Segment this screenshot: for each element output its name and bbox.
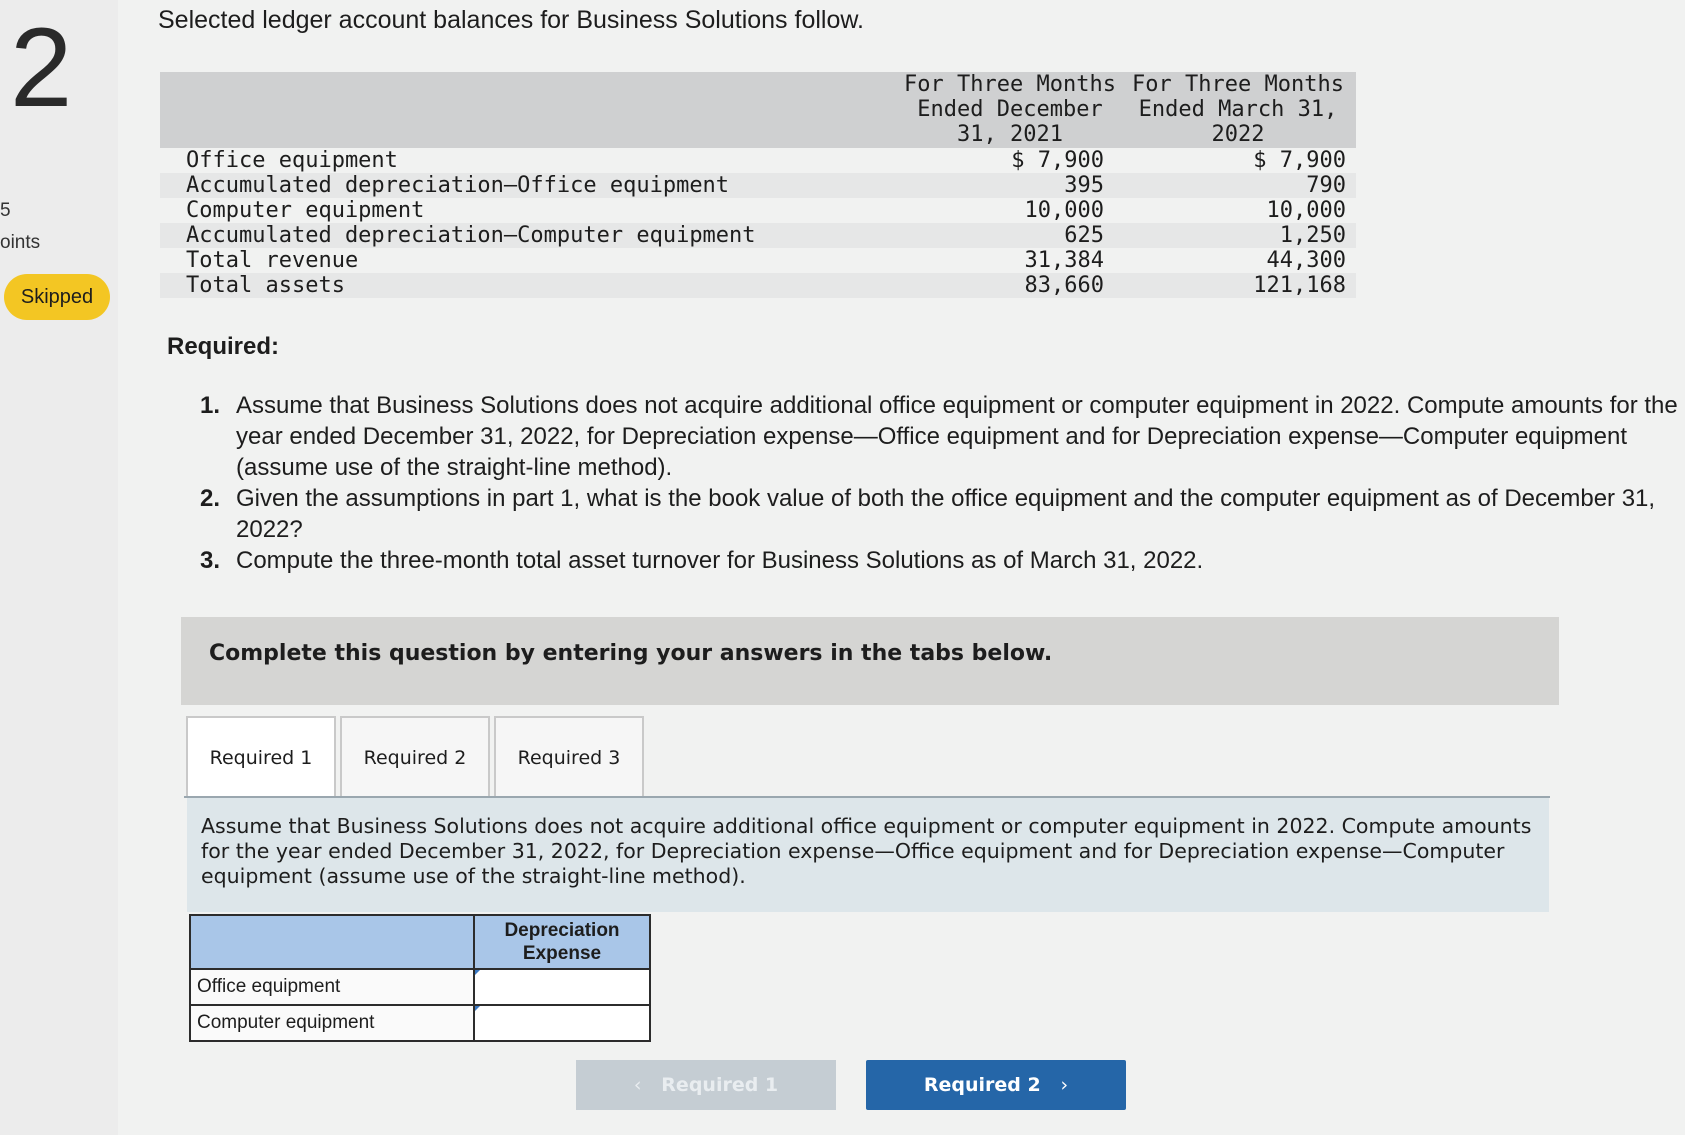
answer-row-label: Office equipment bbox=[190, 969, 474, 1005]
tab-required-2[interactable]: Required 2 bbox=[340, 716, 490, 796]
ledger-row-value-2021: 83,660 bbox=[1024, 273, 1104, 298]
ledger-row-value-2022: 121,168 bbox=[1253, 273, 1346, 298]
ledger-row bbox=[160, 198, 1356, 223]
prev-button-label: Required 1 bbox=[661, 1074, 779, 1096]
answer-header-blank bbox=[190, 915, 474, 969]
ledger-row-value-2021: 625 bbox=[1064, 223, 1104, 248]
answer-header-depreciation: Depreciation Expense bbox=[474, 915, 650, 969]
ledger-row bbox=[160, 273, 1356, 298]
next-button-label: Required 2 bbox=[923, 1074, 1041, 1096]
ledger-row-value-2021: 395 bbox=[1064, 173, 1104, 198]
answer-row-label: Computer equipment bbox=[190, 1005, 474, 1041]
points-label: oints bbox=[0, 232, 41, 253]
ledger-table bbox=[160, 72, 1356, 298]
prev-required-button[interactable] bbox=[576, 1060, 836, 1110]
answer-table-header bbox=[190, 915, 650, 969]
next-required-button[interactable] bbox=[866, 1060, 1126, 1110]
ledger-row-value-2021: 31,384 bbox=[1024, 248, 1104, 273]
ledger-row bbox=[160, 173, 1356, 198]
instruction-banner bbox=[181, 617, 1559, 705]
required-item-text: Compute the three-month total asset turnover for Business Solutions as of March 31, 2022. bbox=[236, 547, 1204, 574]
office-equipment-input-cell[interactable] bbox=[474, 969, 650, 1005]
ledger-row bbox=[160, 223, 1356, 248]
required-item bbox=[200, 390, 1680, 483]
chevron-right-icon: › bbox=[1060, 1074, 1069, 1096]
table-row bbox=[190, 1005, 650, 1041]
intro-text: Selected ledger account balances for Business Solutions follow. bbox=[158, 6, 864, 34]
points-value: 5 bbox=[0, 200, 11, 221]
input-marker-icon bbox=[475, 1006, 480, 1011]
tab-panel bbox=[187, 798, 1549, 912]
ledger-row-value-2022: 1,250 bbox=[1279, 223, 1346, 248]
ledger-col-header-mar-2022: For Three Months Ended March 31, 2022 bbox=[1132, 72, 1344, 147]
ledger-row-label: Total assets bbox=[186, 273, 345, 298]
required-item-number: 2. bbox=[200, 485, 221, 512]
left-rail bbox=[0, 0, 118, 1135]
ledger-row-value-2021: $ 7,900 bbox=[1011, 148, 1104, 173]
ledger-row-label: Accumulated depreciation—Office equipment bbox=[186, 173, 730, 198]
ledger-row bbox=[160, 248, 1356, 273]
ledger-col-header-dec-2021: For Three Months Ended December 31, 2021 bbox=[904, 72, 1116, 147]
ledger-row bbox=[160, 148, 1356, 173]
tab-required-3[interactable]: Required 3 bbox=[494, 716, 644, 796]
chevron-left-icon: ‹ bbox=[633, 1074, 642, 1096]
instruction-text: Complete this question by entering your answers in the tabs below. bbox=[209, 641, 1053, 666]
ledger-header bbox=[160, 72, 1356, 148]
required-item-number: 3. bbox=[200, 547, 221, 574]
ledger-row-value-2022: 10,000 bbox=[1266, 198, 1346, 223]
ledger-row-value-2021: 10,000 bbox=[1024, 198, 1104, 223]
computer-equipment-input-cell[interactable] bbox=[474, 1005, 650, 1041]
ledger-row-value-2022: $ 7,900 bbox=[1253, 148, 1346, 173]
tab-required-1[interactable]: Required 1 bbox=[186, 716, 336, 796]
required-item-number: 1. bbox=[200, 392, 221, 419]
required-item bbox=[200, 483, 1680, 545]
required-item bbox=[200, 545, 1680, 576]
computer-equipment-input[interactable] bbox=[475, 1007, 649, 1039]
ledger-row-value-2022: 44,300 bbox=[1266, 248, 1346, 273]
ledger-row-label: Total revenue bbox=[186, 248, 359, 273]
input-marker-icon bbox=[475, 970, 480, 975]
ledger-row-value-2022: 790 bbox=[1306, 173, 1346, 198]
table-row bbox=[190, 969, 650, 1005]
skipped-badge: Skipped bbox=[4, 274, 110, 320]
required-item-text: Assume that Business Solutions does not acquire additional office equipment or computer equipment in 2022. Compute amounts for the year ended December 31, 2022, for Depreciation expense—Office equipment and for Depreciation expense—Computer equipment (assume use of the straight-line method). bbox=[236, 392, 1678, 481]
required-list bbox=[200, 390, 1680, 576]
ledger-row-label: Accumulated depreciation—Computer equipment bbox=[186, 223, 756, 248]
ledger-row-label: Computer equipment bbox=[186, 198, 425, 223]
question-number: 2 bbox=[10, 5, 73, 130]
office-equipment-input[interactable] bbox=[475, 971, 649, 1003]
panel-instruction: Assume that Business Solutions does not acquire additional office equipment or computer equipment in 2022. Compute amounts for the year ended December 31, 2022, for Depreciation expense—Office equipment and for Depreciation expense—Computer equipment (assume use of the straight-line method). bbox=[201, 814, 1532, 888]
answer-table bbox=[189, 914, 651, 1042]
required-item-text: Given the assumptions in part 1, what is the book value of both the office equipment and the computer equipment as of December 31, 2022? bbox=[236, 485, 1656, 543]
ledger-row-label: Office equipment bbox=[186, 148, 398, 173]
required-title: Required: bbox=[167, 333, 280, 360]
